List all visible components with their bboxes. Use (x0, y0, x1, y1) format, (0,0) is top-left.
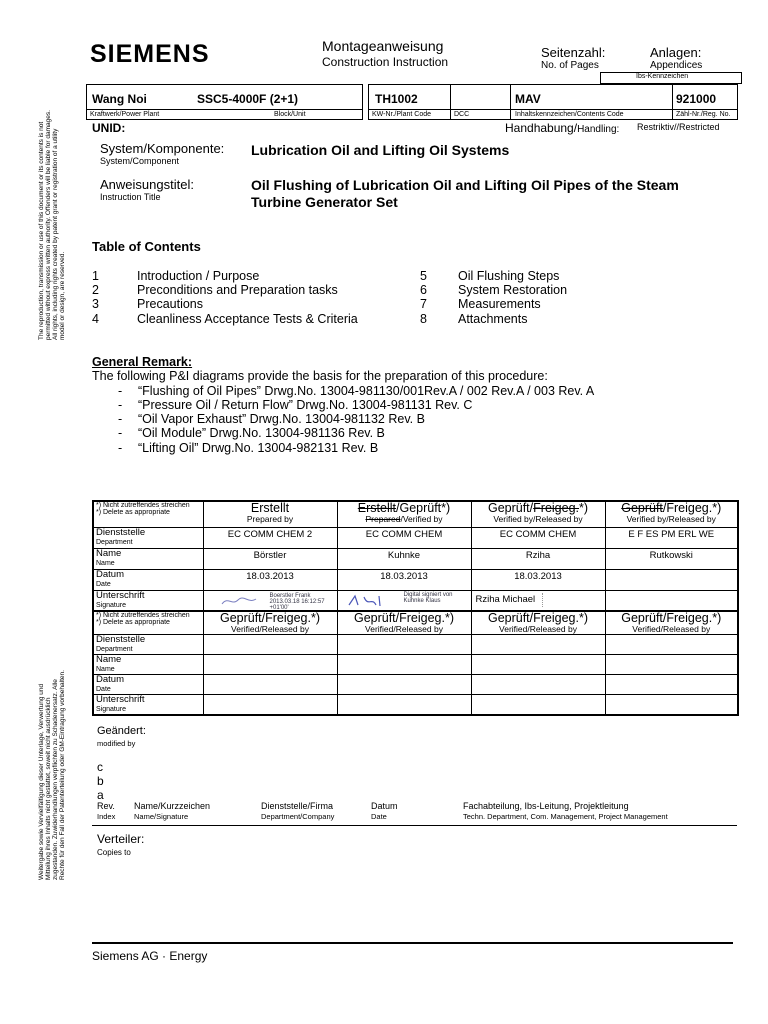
toc-num-8: 8 (420, 312, 427, 326)
approval-table (92, 500, 739, 716)
toc-num-1: 1 (92, 269, 99, 283)
power-plant-value: Wang Noi (92, 92, 147, 106)
rev-col-date: Datum (371, 801, 398, 811)
toc-item-1: Introduction / Purpose (137, 269, 260, 283)
rev-col-rev-en: Index (97, 812, 116, 821)
col-header-2: Geprüft/Freigeg.*) Verified/Released by (203, 611, 337, 635)
contents-value: MAV (515, 92, 541, 106)
remark-bullet-3: “Oil Vapor Exhaust” Drwg.No. 13004-981132 Rev. B (138, 412, 425, 426)
toc-num-6: 6 (420, 283, 427, 297)
reg-label: Zähl-Nr./Reg. No. (676, 111, 731, 118)
distribution-label-en: Copies to (97, 848, 131, 857)
instruction-value-1: Oil Flushing of Lubrication Oil and Lifting Oil Pipes of the Steam (251, 177, 679, 193)
signature-scribble-icon (346, 593, 386, 609)
toc-title: Table of Contents (92, 239, 201, 254)
pages-label: Seitenzahl: (541, 45, 606, 60)
remark-bullet-4: “Oil Module” Drwg.No. 13004-981136 Rev. B (138, 426, 385, 440)
doc-type-en: Construction Instruction (322, 55, 449, 69)
date-cell: 18.03.2013 (203, 569, 337, 590)
col-header-2: Geprüft/Freigeg.*) Verified/Released by (471, 611, 605, 635)
distribution-label: Verteiler: (97, 832, 145, 846)
doc-type-de: Montageanweisung (322, 38, 444, 54)
handling-value: Restriktiv//Restricted (637, 122, 720, 132)
instruction-label-en: Instruction Title (100, 192, 161, 202)
toc-item-2: Preconditions and Preparation tasks (137, 283, 338, 297)
rev-c: c (97, 760, 103, 774)
name-cell: Rutkowski (605, 548, 738, 569)
block-value: SSC5-4000F (2+1) (197, 92, 299, 106)
remark-bullet-2: “Pressure Oil / Return Flow” Drwg.No. 13004-981131 Rev. C (138, 398, 473, 412)
contents-label: Inhaltskennzeichen/Contents Code (515, 111, 624, 118)
rev-col-dept: Dienststelle/Firma (261, 801, 334, 811)
signature-cell: Boerstler Frank 2013.03.18 16:12:57 +01'00' (203, 590, 337, 611)
date-cell (605, 569, 738, 590)
changed-label: Geändert: (97, 725, 146, 737)
kw-label: KW-Nr./Plant Code (372, 111, 432, 118)
bullet-dash: - (118, 412, 123, 426)
row-label-name-2: Name Name (93, 655, 203, 675)
signature-scribble-icon (220, 594, 260, 608)
row-label-department-2: Dienststelle Department (93, 635, 203, 655)
name-cell: Börstler (203, 548, 337, 569)
kw-nr-value: TH1002 (375, 92, 418, 106)
col-header-2: Geprüft/Freigeg.*) Verified/Released by (605, 611, 738, 635)
appendices-label-en: Appendices (650, 60, 703, 71)
col-header-2: Geprüft/Freigeg.*) Verified/Released by (337, 611, 471, 635)
unid-label: UNID: (92, 121, 126, 135)
instruction-label: Anweisungstitel: (100, 177, 194, 192)
system-label: System/Komponente: (100, 141, 225, 156)
power-plant-label: Kraftwerk/Power Plant (90, 111, 160, 118)
instruction-value-2: Turbine Generator Set (251, 194, 398, 210)
toc-item-7: Measurements (458, 297, 541, 311)
remark-bullet-1: “Flushing of Oil Pipes” Drwg.No. 13004-981130/001Rev.A / 002 Rev.A / 003 Rev. A (138, 384, 595, 398)
toc-item-6: System Restoration (458, 283, 568, 297)
date-cell: 18.03.2013 (337, 569, 471, 590)
divider (92, 825, 737, 826)
row-label-date-2: Datum Date (93, 675, 203, 695)
siemens-logo: SIEMENS (90, 40, 210, 68)
reg-no-value: 921000 (676, 92, 717, 106)
rev-col-name-en: Name/Signature (134, 812, 189, 821)
ibs-label: Ibs-Kennzeichen (636, 73, 689, 80)
legal-notice-en: The reproduction, transmission or use of this document or its contents is not permitted without express written authority. Offenders will be liable for damages. All rights, including rights created by patent grant or registration of a utility model or design, are reserved. (38, 110, 66, 340)
col-header-prepared: Erstellt Prepared by (203, 501, 337, 527)
department-cell: EC COMM CHEM 2 (203, 527, 337, 548)
pages-label-en: No. of Pages (541, 60, 599, 71)
bullet-dash: - (118, 398, 123, 412)
footer-company: Siemens AG · Energy (92, 949, 208, 963)
department-cell: EC COMM CHEM (337, 527, 471, 548)
col-header-released: Geprüft/Freigeg.*) Verified by/Released by (471, 501, 605, 527)
toc-item-3: Precautions (137, 297, 204, 311)
strike-note: *) Nicht zutreffendes streichen *) Delete as appropriate (93, 501, 203, 527)
rev-col-date-en: Date (371, 812, 387, 821)
toc-num-7: 7 (420, 297, 427, 311)
rev-b: b (97, 774, 104, 788)
system-value: Lubrication Oil and Lifting Oil Systems (251, 142, 510, 158)
bullet-dash: - (118, 426, 123, 440)
toc-num-4: 4 (92, 312, 99, 326)
toc-num-5: 5 (420, 269, 427, 283)
col-header-released-2: Geprüft/Freigeg.*) Verified by/Released by (605, 501, 738, 527)
rev-a: a (97, 788, 104, 802)
row-label-department: Dienststelle Department (93, 527, 203, 548)
row-label-signature: Unterschrift Signature (93, 590, 203, 611)
name-cell: Rziha (471, 548, 605, 569)
department-cell: E F ES PM ERL WE (605, 527, 738, 548)
row-label-name: Name Name (93, 548, 203, 569)
remark-bullet-5: “Lifting Oil” Drwg.No. 13004-982131 Rev. B (138, 441, 379, 455)
signature-cell (605, 590, 738, 611)
toc-item-4: Cleanliness Acceptance Tests & Criteria (137, 312, 358, 326)
strike-note-2: *) Nicht zutreffendes streichen *) Delete as appropriate (93, 611, 203, 635)
rev-col-tech: Fachabteilung, Ibs-Leitung, Projektleitung (463, 801, 629, 811)
date-cell: 18.03.2013 (471, 569, 605, 590)
footer-divider (92, 942, 733, 944)
rev-col-rev: Rev. (97, 801, 115, 811)
name-cell: Kuhnke (337, 548, 471, 569)
rev-col-dept-en: Department/Company (261, 812, 335, 821)
block-label: Block/Unit (274, 111, 306, 118)
row-label-date: Datum Date (93, 569, 203, 590)
department-cell: EC COMM CHEM (471, 527, 605, 548)
remark-heading: General Remark: (92, 355, 193, 369)
toc-num-3: 3 (92, 297, 99, 311)
legal-notice-de: Weitergabe sowie Vervielfältigung dieser Unterlage, Verwertung und Mitteilung ihres Inhalts nicht gestattet, soweit nicht ausdrücklich zugestanden. Zuwiderhandlungen verpflichten zu Schadenersatz. Alle Rechte für den Fall der Patenterteilung oder GM-Eintragung vorbehalten. (38, 670, 66, 880)
remark-intro: The following P&I diagrams provide the basis for the preparation of this procedure: (92, 369, 548, 383)
bullet-dash: - (118, 441, 123, 455)
bullet-dash: - (118, 384, 123, 398)
toc-item-8: Attachments (458, 312, 528, 326)
appendices-label: Anlagen: (650, 45, 702, 60)
system-label-en: System/Component (100, 156, 180, 166)
col-header-verified: Erstellt/Geprüft*) Prepared/Verified by (337, 501, 471, 527)
dcc-label: DCC (454, 111, 470, 118)
rev-col-name: Name/Kurzzeichen (134, 801, 211, 811)
rev-col-tech-en: Techn. Department, Com. Management, Project Management (463, 812, 668, 821)
changed-label-en: modified by (97, 739, 136, 748)
toc-item-5: Oil Flushing Steps (458, 269, 560, 283)
signature-cell: Rziha Michael (471, 590, 605, 611)
signature-cell: Digital signiert von Kuhnke Klaus (337, 590, 471, 611)
row-label-signature-2: Unterschrift Signature (93, 695, 203, 716)
toc-num-2: 2 (92, 283, 99, 297)
handling-label: Handhabung/Handling: (505, 121, 620, 135)
